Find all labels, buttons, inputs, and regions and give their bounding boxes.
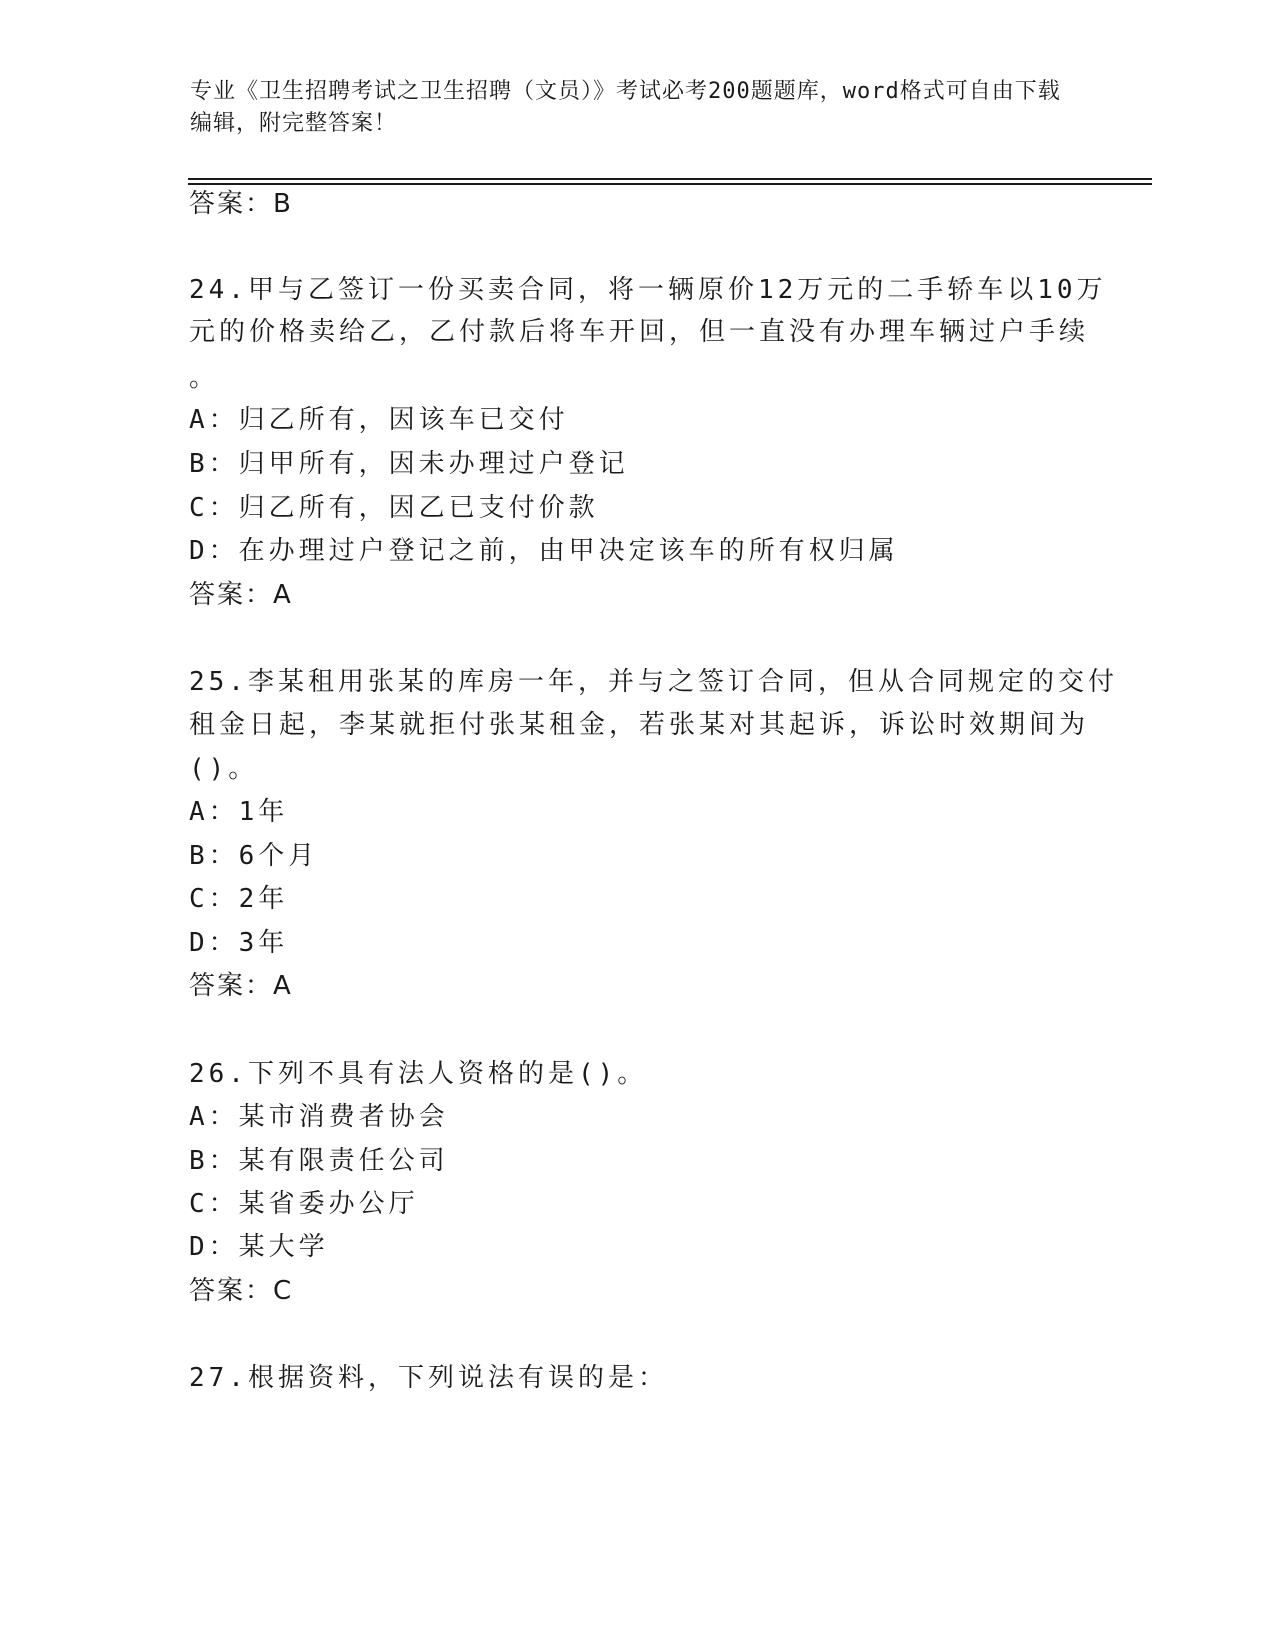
header-rule-bottom [188, 183, 1152, 185]
option-c: C：归乙所有，因乙已支付价款 [189, 493, 599, 523]
option-d: D：3年 [189, 928, 289, 958]
question-text-line: 元的价格卖给乙，乙付款后将车开回，但一直没有办理车辆过户手续 [189, 317, 1090, 347]
option-a: A：某市消费者协会 [189, 1102, 449, 1132]
option-c: C：2年 [189, 884, 289, 914]
answer-prev: 答案：B [189, 189, 293, 219]
option-a: A：归乙所有，因该车已交付 [189, 405, 569, 435]
question-text-line: 27.根据资料，下列说法有误的是： [189, 1363, 668, 1393]
option-b: B：某有限责任公司 [189, 1146, 449, 1176]
question-text-line: 租金日起，李某就拒付张某租金，若张某对其起诉，诉讼时效期间为 [189, 710, 1090, 740]
option-b: B：6个月 [189, 841, 319, 871]
answer: 答案：A [189, 580, 293, 610]
header-rule-top [188, 178, 1152, 180]
question-text-line: 26.下列不具有法人资格的是()。 [189, 1059, 648, 1089]
question-text-line: 25.李某租用张某的库房一年，并与之签订合同，但从合同规定的交付 [189, 667, 1118, 697]
document-header: 专业《卫生招聘考试之卫生招聘（文员）》考试必考200题题库，word格式可自由下载编辑，附完整答案！ [190, 79, 1061, 136]
option-c: C：某省委办公厅 [189, 1189, 419, 1219]
question-text-line: 。 [189, 363, 220, 393]
option-d: D：在办理过户登记之前，由甲决定该车的所有权归属 [189, 536, 899, 566]
answer: 答案：A [189, 971, 293, 1001]
option-a: A：1年 [189, 797, 289, 827]
question-text-line: ()。 [189, 754, 259, 784]
question-text-line: 24.甲与乙签订一份买卖合同，将一辆原价12万元的二手轿车以10万 [189, 275, 1107, 305]
option-b: B：归甲所有，因未办理过户登记 [189, 449, 629, 479]
answer: 答案：C [189, 1276, 294, 1306]
option-d: D：某大学 [189, 1232, 329, 1262]
